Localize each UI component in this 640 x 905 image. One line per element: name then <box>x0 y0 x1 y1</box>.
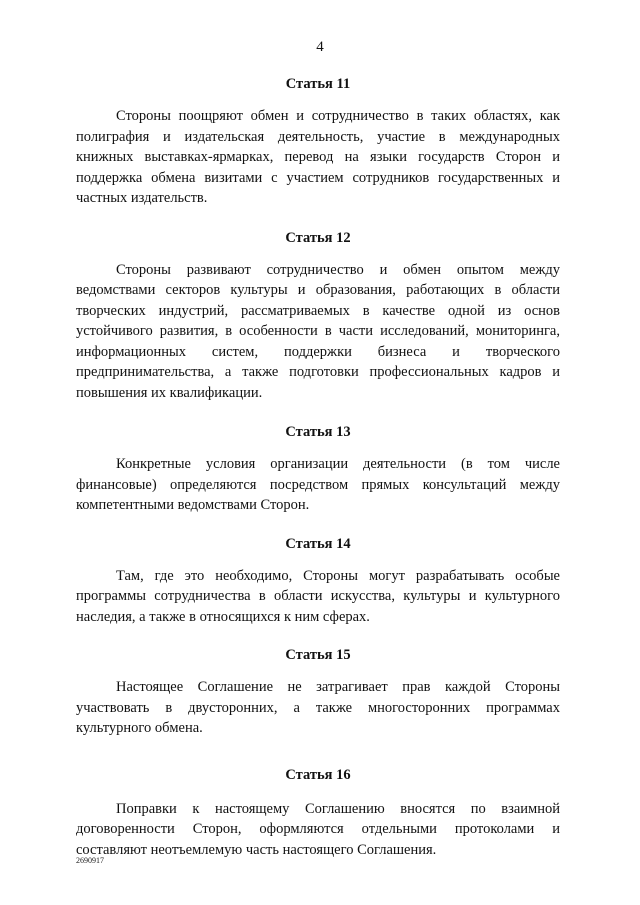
article-16 <box>76 765 560 861</box>
article-text: Там, где это необходимо, Стороны могут разрабатывать особые программы сотрудничества в области искусства, культуры и культурного наследия, а также в относящихся к ним сферах. <box>76 567 560 625</box>
article-text: Стороны развивают сотрудничество и обмен опытом между ведомствами секторов культуры и образования, работающих в области творческих индустрий, рассматриваемых в качестве одной из основ устойчивого развития, в особенности в части исследований, мониторинга, информационных систем, поддержки бизнеса и творческого предпринимательства, а также подготовки профессиональных кадров и повышения их квалификации. <box>76 261 560 401</box>
article-14 <box>76 534 560 628</box>
article-11 <box>76 74 560 209</box>
article-text: Конкретные условия организации деятельности (в том числе финансовые) определяются посредством прямых консультаций между компетентными ведомствами Сторон. <box>76 456 560 513</box>
article-text: Стороны поощряют обмен и сотрудничество в таких областях, как полиграфия и издательская деятельность, участие в международных книжных выставках-ярмарках, перевод на языки государств Сторон и поддержка обмена визитами с участием сотрудников государственных и частных издательств. <box>76 108 560 206</box>
article-title: Статья 14 <box>285 535 351 552</box>
document-body <box>76 74 560 860</box>
article-15 <box>76 645 560 739</box>
document-code: 2690917 <box>76 856 104 865</box>
article-title: Статья 11 <box>285 76 351 92</box>
article-title: Статья 15 <box>285 647 351 663</box>
page-number: 4 <box>316 39 324 55</box>
article-text: Настоящее Соглашение не затрагивает прав каждой Стороны участвовать в двусторонних, а также многосторонних программах культурного обмена. <box>76 679 560 736</box>
article-title: Статья 13 <box>285 424 351 440</box>
article-13 <box>76 422 560 516</box>
article-text: Поправки к настоящему Соглашению вносятся по взаимной договоренности Сторон, оформляются отдельными протоколами и составляют неотъемлемую часть настоящего Соглашения. <box>76 800 560 858</box>
article-12 <box>76 228 560 404</box>
article-title: Статья 16 <box>285 766 351 783</box>
article-title: Статья 12 <box>285 229 351 246</box>
